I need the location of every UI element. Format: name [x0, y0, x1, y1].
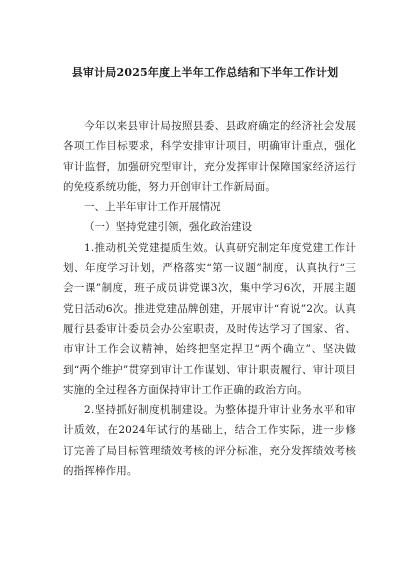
body-paragraph-1: 1.推动机关党建提质生效。认真研究制定年度党建工作计划、年度学习计划，严格落实“第一议题”制度，认真执行“三会一课”制度，班子成员讲党课3次，集中学习6次，开展主题党日活动6次。推进党建品牌创建，开展审计“育说”2次。认真履行县委审计委员会办公室职责，及时传达学习了国家、省、市审计工作会议精神，始终把坚定捍卫“两个确立”、坚决做到“两个维护”贯穿到审计工作谋划、审计职责履行、审计项目实施的全过程各方面保持审计工作正确的政治方向。	[63, 241, 356, 396]
document-body	[63, 116, 356, 481]
body-paragraph-2: 2.坚持抓好制度机制建设。为整体提升审计业务水平和审计质效，在2024年试行的基础上，结合工作实际，进一步修订完善了局目标管理绩效考核的评分标准，充分发挥绩效考核的指挥棒作用。	[63, 404, 356, 478]
subsection-heading: （一）坚持党建引领，强化政治建设	[84, 221, 252, 234]
document-title: 县审计局2025年度上半年工作总结和下半年工作计划	[71, 66, 339, 79]
section-heading: 一、上半年审计工作开展情况	[84, 201, 221, 214]
intro-paragraph: 今年以来县审计局按照县委、县政府确定的经济社会发展各项工作目标要求，科学安排审计项目，明确审计重点，强化审计监督，加强研究型审计，充分发挥审计保障国家经济运行的免疫系统功能，努力开创审计工作新局面。	[63, 120, 356, 193]
